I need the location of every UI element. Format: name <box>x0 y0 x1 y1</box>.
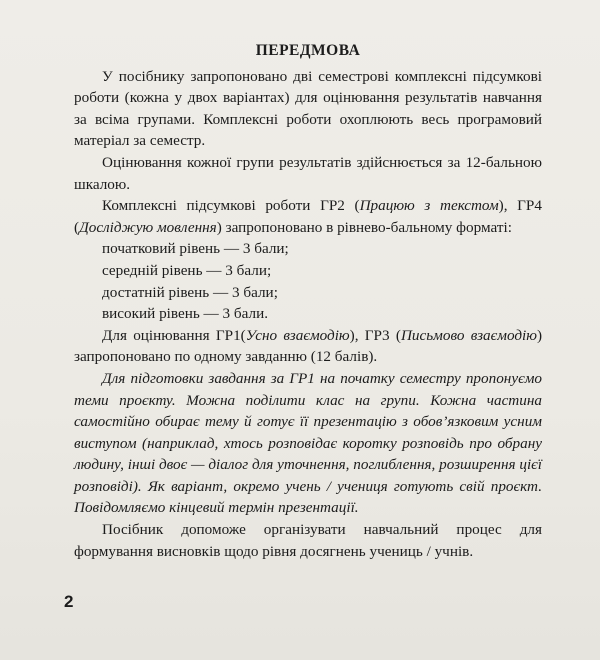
text-segment: ) запропоновано в рівнево-бальному форматі: <box>216 218 512 236</box>
text-segment: ) запропоновано по одному завданню (12 балів). <box>74 326 543 366</box>
paragraph-scale: Оцінювання кожної групи результатів здійснюється за 12-бальною шкалою. <box>74 153 542 193</box>
text-segment: ), ГР3 ( <box>349 326 401 344</box>
level-item: достатній рівень — 3 бали; <box>102 283 278 301</box>
paragraph-closing: Посібник допоможе організувати навчальний процес для формування висновків щодо рівня досягнень учениць / учнів. <box>74 521 542 560</box>
italic-paragraph: Для підготовки завдання за ГР1 на початку семестру пропонуємо теми проєкту. Можна поділити клас на групи. Кожна частина самостійно обирає тему й готує її презентацію з обов’язковим усним виступом (наприклад, хтось розповідає коротку розповідь про обрану людину, інші двоє — діалог для уточнення, поглиблення, розширення цієї розповіді). Як варіант, окремо учень / учениця готують свій проєкт. Повідомляємо кінцевий термін презентації. <box>74 369 543 517</box>
paragraph-single-task <box>74 325 542 368</box>
level-item: середній рівень — 3 бали; <box>102 261 272 279</box>
paragraph-project <box>74 368 542 519</box>
text-segment: ), ГР4 ( <box>74 197 542 236</box>
text-segment: Комплексні підсумкові роботи ГР2 ( <box>102 197 360 215</box>
page-number: 2 <box>64 592 74 611</box>
italic-term: Досліджую мовлення <box>79 218 217 236</box>
page-title: ПЕРЕДМОВА <box>255 42 361 59</box>
preface-body <box>74 40 542 562</box>
paragraph-formats <box>74 195 542 238</box>
paragraph-intro: У посібнику запропоновано дві семестрові комплексні підсумкові роботи (кожна у двох варіантах) для оцінювання результатів навчання за всіма групами. Комплексні роботи охоплюють весь програмовий матеріал за семестр. <box>74 67 542 150</box>
text-segment: Для оцінювання ГР1( <box>102 326 246 344</box>
italic-term: Усно взаємодію <box>245 326 350 344</box>
italic-term: Працюю з текстом <box>359 197 499 215</box>
italic-term: Письмово взаємодію <box>400 326 537 344</box>
level-item: початковий рівень — 3 бали; <box>102 240 289 258</box>
level-item: високий рівень — 3 бали. <box>102 305 269 323</box>
